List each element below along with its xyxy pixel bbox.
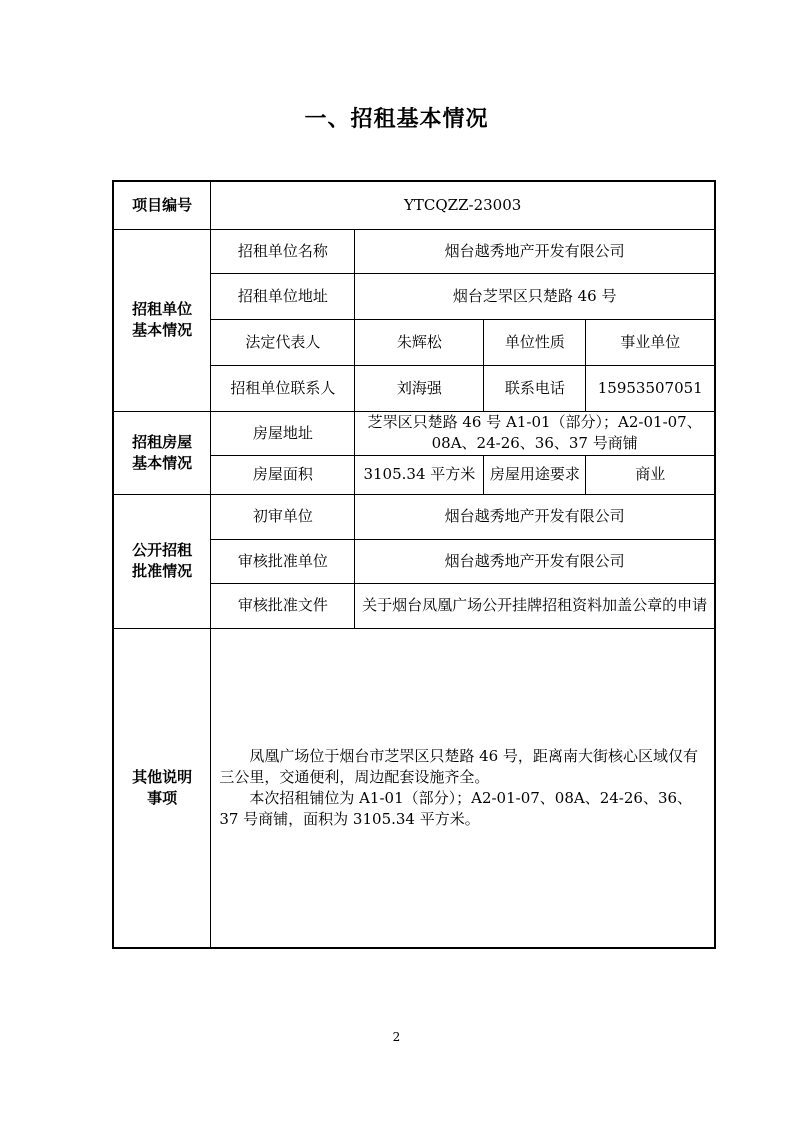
house-area-label: 房屋面积: [211, 455, 355, 494]
unit-name-label: 招租单位名称: [211, 229, 355, 273]
section-house-label: 招租房屋 基本情况: [113, 411, 211, 494]
project-no-label: 项目编号: [113, 181, 211, 229]
approval-unit-value: 烟台越秀地产开发有限公司: [355, 539, 715, 583]
unit-nature-value: 事业单位: [586, 319, 715, 365]
section-unit-label: 招租单位 基本情况: [113, 229, 211, 411]
unit-address-value: 烟台芝罘区只楚路 46 号: [355, 273, 715, 319]
approval-unit-label: 审核批准单位: [211, 539, 355, 583]
page-number: 2: [392, 1030, 401, 1044]
approval-doc-value: 关于烟台凤凰广场公开挂牌招租资料加盖公章的申请: [355, 583, 715, 628]
tender-info-table: [112, 180, 716, 949]
unit-address-label: 招租单位地址: [211, 273, 355, 319]
first-review-value: 烟台越秀地产开发有限公司: [355, 494, 715, 539]
other-paragraph: 本次招租铺位为 A1-01（部分）；A2-01-07、08A、24-26、36、37 号商铺，面积为 3105.34 平方米。: [219, 788, 693, 828]
first-review-label: 初审单位: [211, 494, 355, 539]
approval-doc-label: 审核批准文件: [211, 583, 355, 628]
phone-label: 联系电话: [484, 365, 586, 411]
table-row: [113, 494, 715, 539]
table-row: [113, 628, 715, 948]
table-row: [113, 229, 715, 273]
table-row: [113, 181, 715, 229]
house-address-label: 房屋地址: [211, 411, 355, 455]
section-other-label: 其他说明 事项: [113, 628, 211, 948]
other-description: [211, 628, 715, 948]
phone-value: 15953507051: [586, 365, 715, 411]
house-area-value: 3105.34 平方米: [355, 455, 484, 494]
unit-name-value: 烟台越秀地产开发有限公司: [355, 229, 715, 273]
page-title: 一、招租基本情况: [304, 107, 489, 132]
unit-nature-label: 单位性质: [484, 319, 586, 365]
other-paragraph: 凤凰广场位于烟台市芝罘区只楚路 46 号，距离南大街核心区域仅有三公里，交通便利，周边配套设施齐全。: [219, 746, 698, 786]
section-approval-label: 公开招租 批准情况: [113, 494, 211, 628]
contact-label: 招租单位联系人: [211, 365, 355, 411]
legal-rep-value: 朱辉松: [355, 319, 484, 365]
house-use-label: 房屋用途要求: [484, 455, 586, 494]
house-address-value: 芝罘区只楚路 46 号 A1-01（部分）；A2-01-07、08A、24-26、36、37 号商铺: [355, 411, 715, 455]
house-use-value: 商业: [586, 455, 715, 494]
table-row: [113, 411, 715, 455]
project-no-value: YTCQZZ-23003: [211, 181, 715, 229]
legal-rep-label: 法定代表人: [211, 319, 355, 365]
contact-value: 刘海强: [355, 365, 484, 411]
